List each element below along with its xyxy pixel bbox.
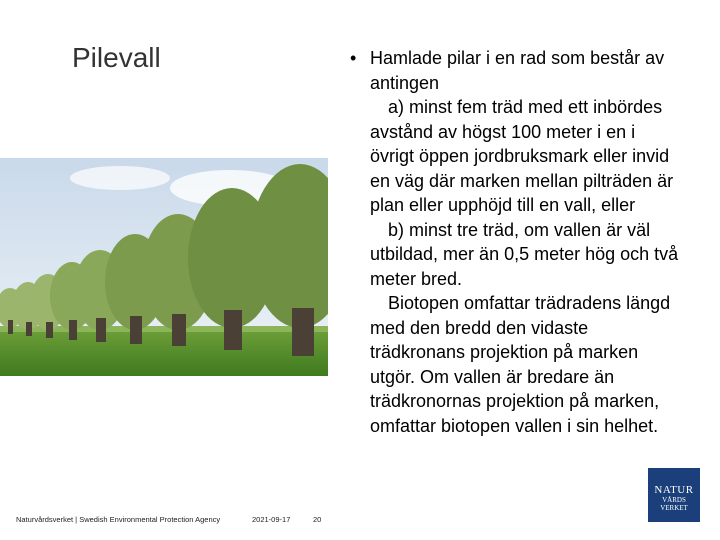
naturvardsverket-logo: NATUR VÅRDS VERKET	[648, 468, 700, 522]
footer-page-number: 20	[313, 515, 322, 524]
slide-body	[350, 46, 682, 438]
footer-org: Naturvårdsverket | Swedish Environmental Protection Agency	[16, 515, 221, 524]
item-b: b) minst tre träd, om vallen är väl utbildad, mer än 0,5 meter hög och två meter bred.	[370, 219, 679, 289]
item-a: a) minst fem träd med ett inbördes avstånd av högst 100 meter i en i övrigt öppen jordbruksmark eller invid en väg där marken mellan pilträden är plan eller upphöjd till en vall, eller	[370, 97, 674, 215]
bullet-marker: •	[350, 48, 357, 68]
willow-row-photo	[0, 158, 328, 376]
biotope-scope: Biotopen omfattar trädradens längd med den bredd den vidaste trädkronans projektion på marken utgör. Om vallen är bredare än trädkronornas projektion på marken, omfattar biotopen vallen i sin helhet.	[370, 293, 671, 436]
footer-date: 2021-09-17	[252, 515, 291, 524]
bullet-intro: • Hamlade pilar i en rad som består av antingen	[350, 48, 665, 93]
slide-title: Pilevall	[72, 42, 161, 73]
